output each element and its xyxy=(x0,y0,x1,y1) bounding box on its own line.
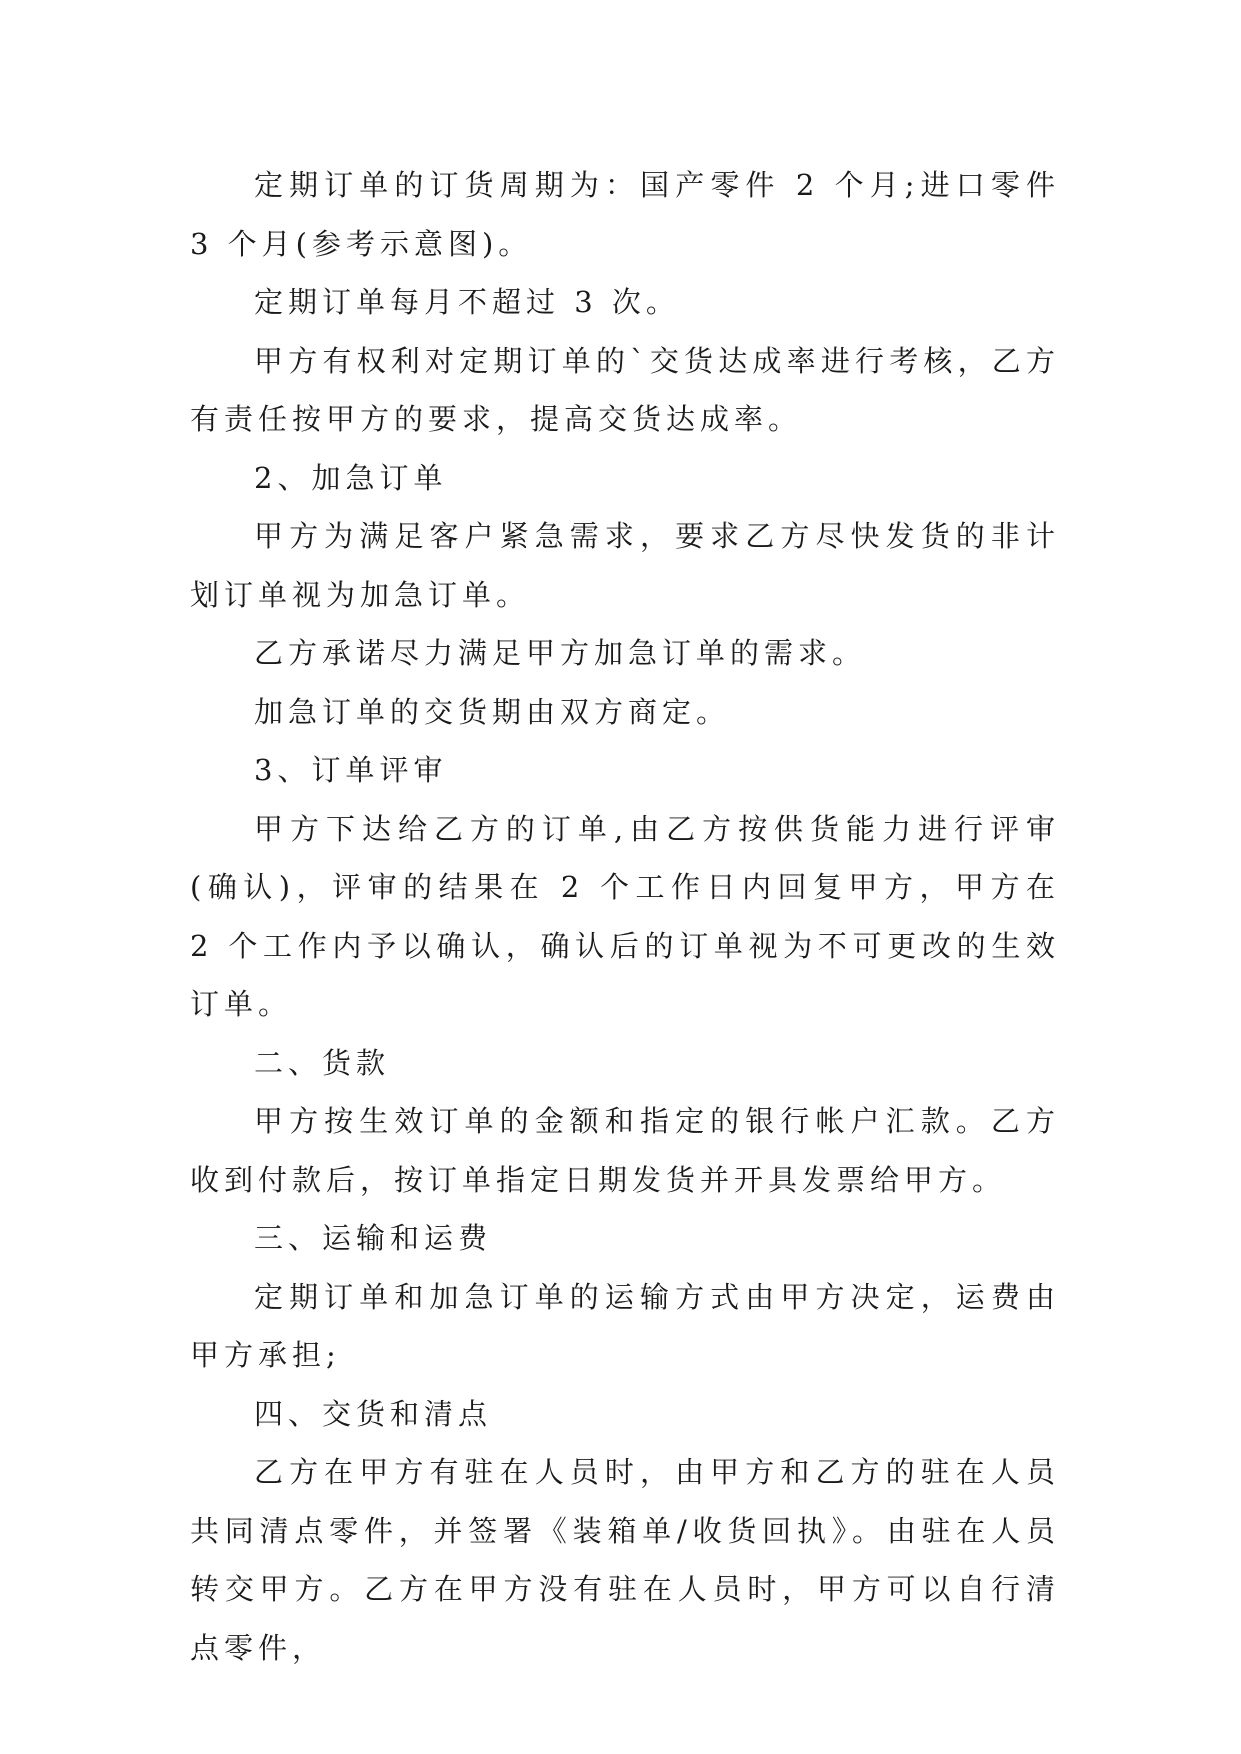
paragraph-urgent-definition: 甲方为满足客户紧急需求，要求乙方尽快发货的非计划订单视为加急订单。 xyxy=(190,519,1060,612)
paragraph-payment: 甲方按生效订单的金额和指定的银行帐户汇款。乙方收到付款后，按订单指定日期发货并开具发票给甲方。 xyxy=(190,1104,1060,1197)
heading-delivery-count: 四、交货和清点 xyxy=(254,1396,493,1431)
document-body xyxy=(190,156,1060,1677)
paragraph-assessment: 甲方有权利对定期订单的`交货达成率进行考核，乙方有责任按甲方的要求，提高交货达成率。 xyxy=(190,343,1060,436)
heading-payment: 二、货款 xyxy=(254,1045,391,1080)
paragraph-transport: 定期订单和加急订单的运输方式由甲方决定，运费由甲方承担; xyxy=(190,1279,1060,1372)
paragraph-urgent-commitment: 乙方承诺尽力满足甲方加急订单的需求。 xyxy=(254,636,867,670)
heading-order-review: 3、订单评审 xyxy=(254,753,448,787)
paragraph-order-review: 甲方下达给乙方的订单,由乙方按供货能力进行评审(确认)，评审的结果在 2 个工作日内回复甲方，甲方在 2 个工作内予以确认，确认后的订单视为不可更改的生效订单。 xyxy=(190,811,1060,1021)
heading-transport: 三、运输和运费 xyxy=(254,1221,493,1255)
paragraph-order-cycle: 定期订单的订货周期为：国产零件 2 个月;进口零件 3 个月(参考示意图)。 xyxy=(190,168,1060,261)
paragraph-urgent-delivery: 加急订单的交货期由双方商定。 xyxy=(254,694,731,729)
paragraph-order-frequency: 定期订单每月不超过 3 次。 xyxy=(254,285,680,319)
paragraph-delivery-count: 乙方在甲方有驻在人员时，由甲方和乙方的驻在人员共同清点零件，并签署《装箱单/收货回执》。由驻在人员转交甲方。乙方在甲方没有驻在人员时，甲方可以自行清点零件， xyxy=(190,1455,1060,1665)
heading-urgent-order: 2、加急订单 xyxy=(254,460,448,495)
